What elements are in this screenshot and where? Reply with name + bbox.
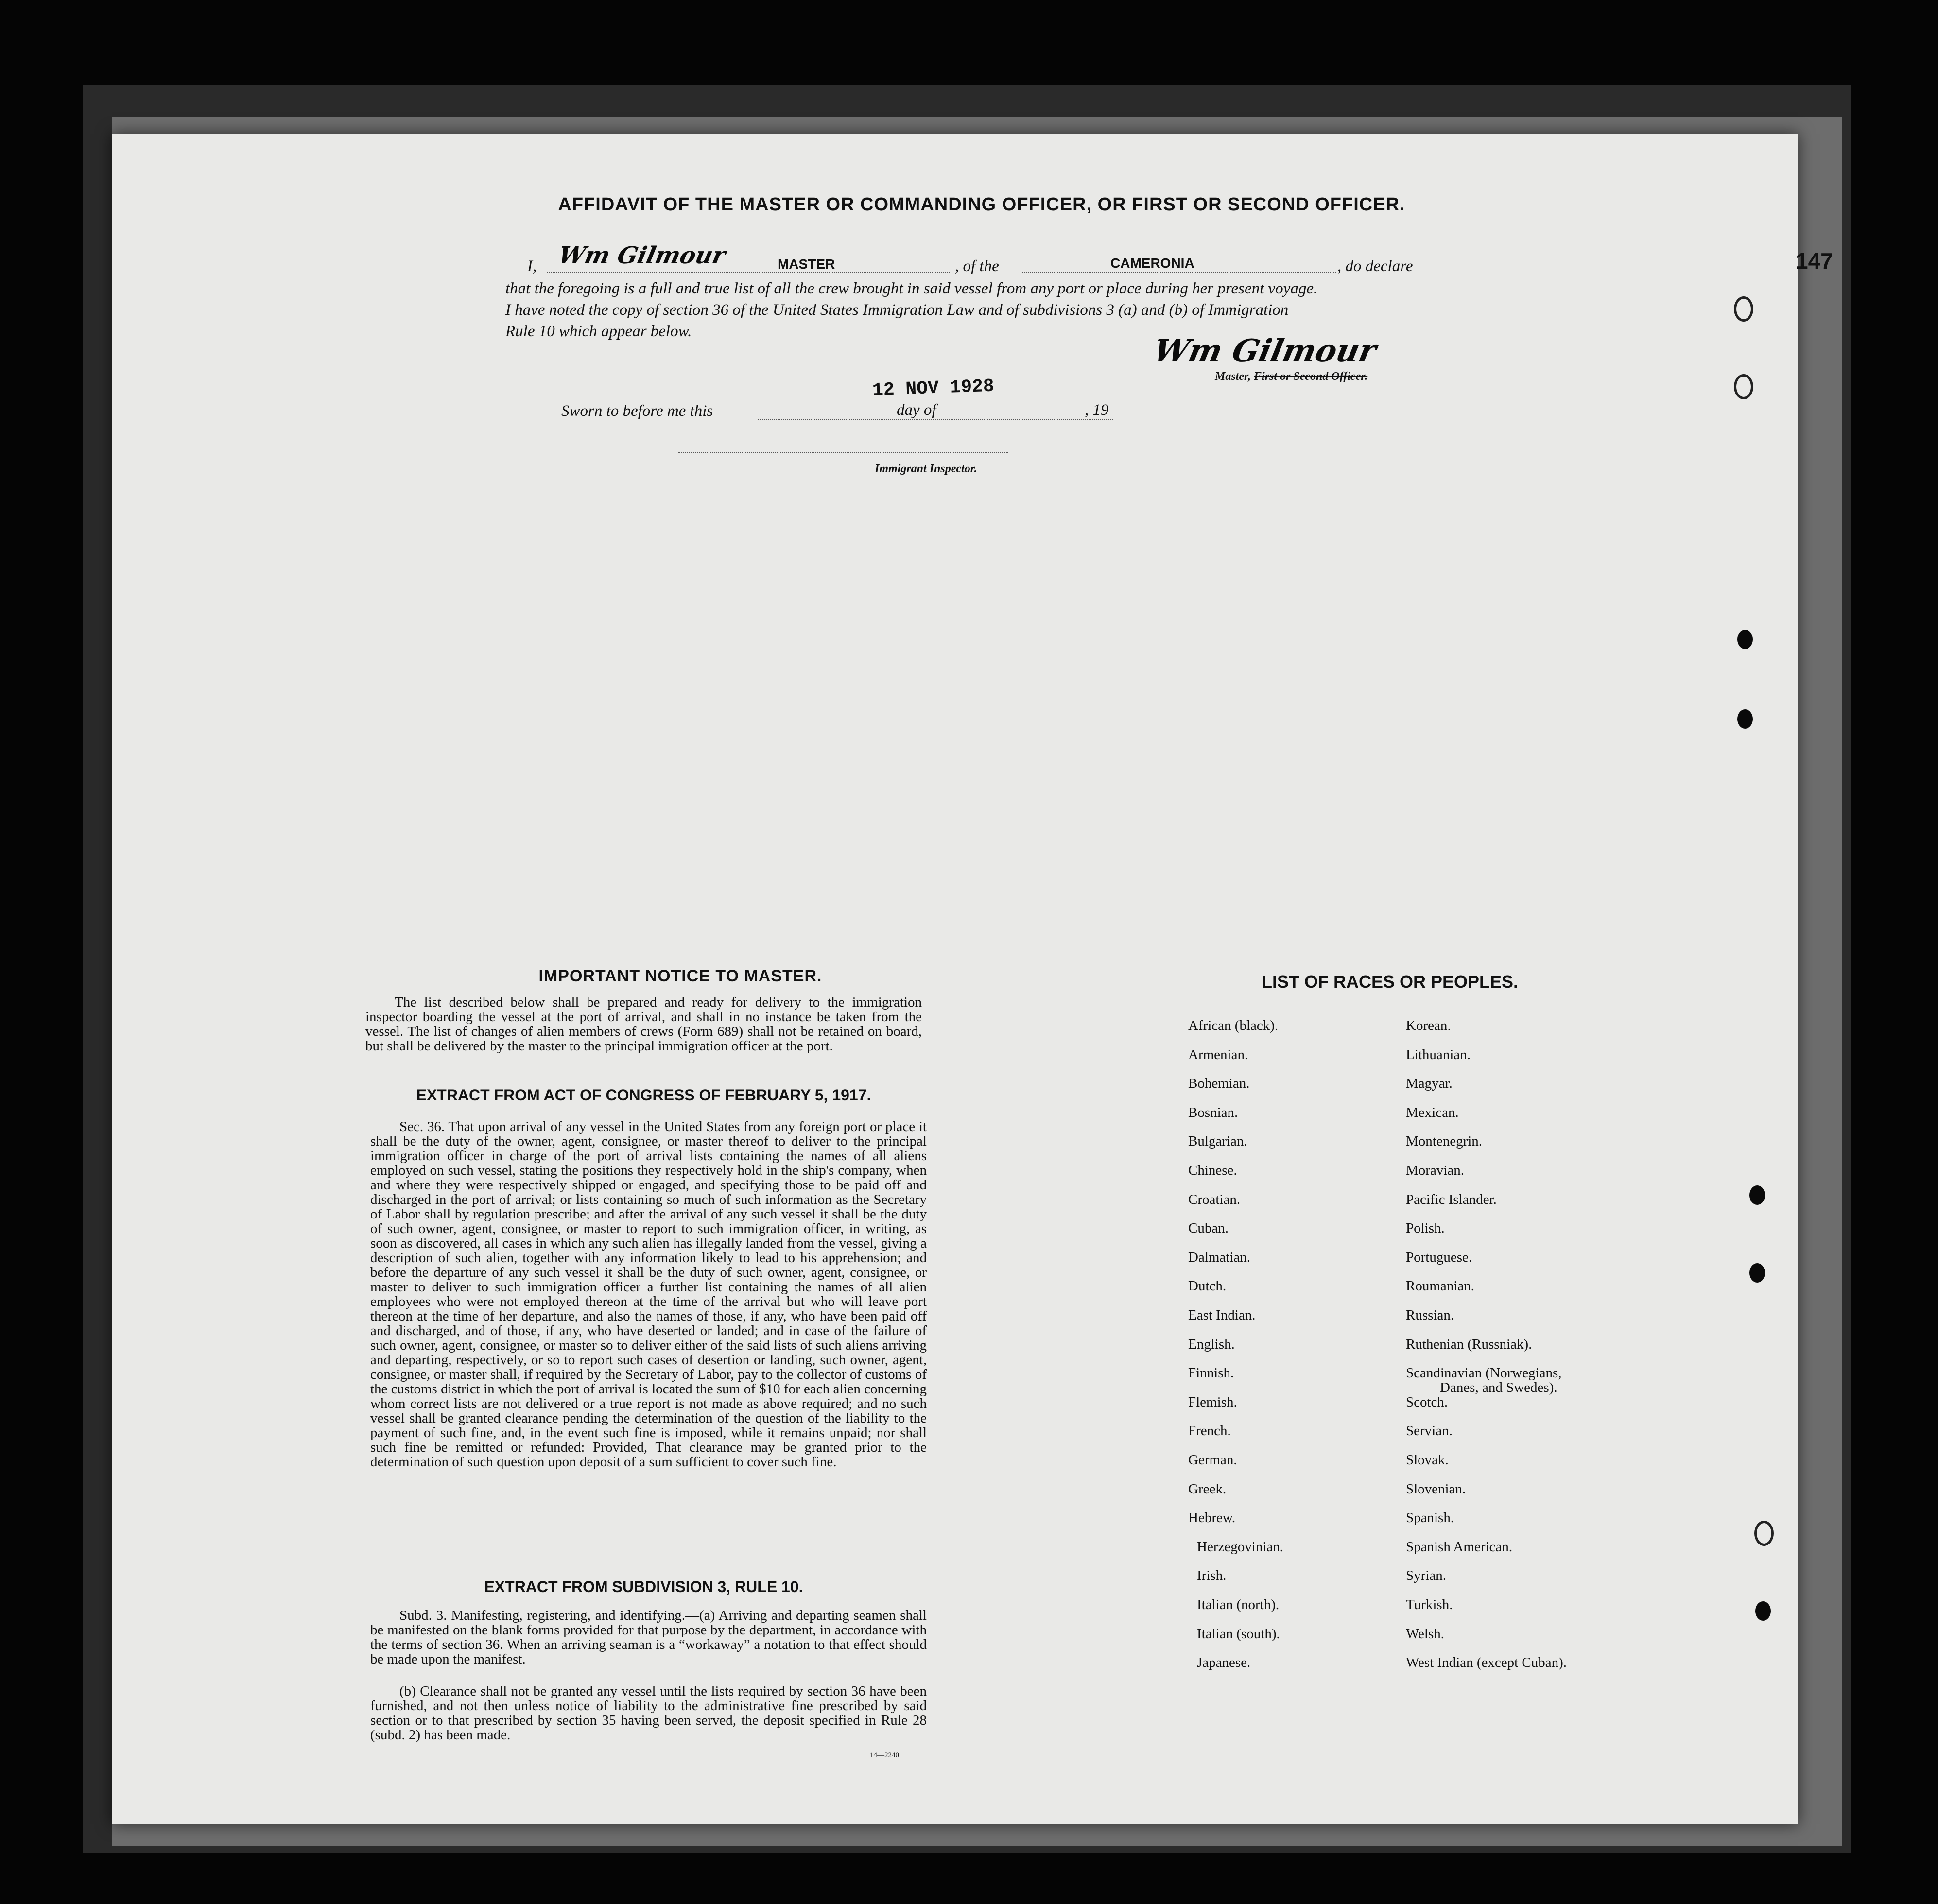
race-item: Armenian. [1188,1047,1248,1063]
race-item: Spanish. [1406,1510,1454,1526]
binder-ring-2 [1734,374,1753,399]
race-item: Roumanian. [1406,1278,1474,1294]
page-number: 147 [1796,248,1833,274]
race-item: Italian (south). [1197,1626,1280,1642]
race-item: Russian. [1406,1307,1454,1323]
race-item: Herzegovinian. [1197,1539,1283,1555]
race-item: Portuguese. [1406,1250,1472,1265]
race-item: French. [1188,1423,1231,1439]
races-title: LIST OF RACES OR PEOPLES. [1261,972,1519,992]
race-item: West Indian (except Cuban). [1406,1655,1567,1670]
inspector-signature-field [678,437,1008,453]
race-item: Chinese. [1188,1163,1237,1178]
race-item: German. [1188,1452,1237,1468]
extract-rule-subd-b: (b) Clearance shall not be granted any vessel until the lists required by section 36 have been furnished, and not then unless notice of liability to the administrative fine prescribed by said section or to that prescribed by section 35 having been served, the deposit specified in Rule 28 (subd. 2) has been made. [370,1683,927,1743]
race-item: Korean. [1406,1018,1451,1033]
race-item: Flemish. [1188,1394,1237,1410]
binder-ring-1 [1734,296,1753,322]
race-item: Croatian. [1188,1192,1241,1207]
race-item: Cuban. [1188,1220,1229,1236]
master-name-signature: Wm Gilmour [556,242,728,269]
form-code: 14—2240 [870,1751,899,1759]
race-item: Magyar. [1406,1076,1453,1091]
extract-rule-subd-a: Subd. 3. Manifesting, registering, and identifying.—(a) Arriving and departing seamen shall be manifested on the blank forms provided for that purpose by the department, in accordance with the terms of section 36. When an arriving seaman is a “workaway” a notation to that effect should be made upon the manifest. [370,1608,927,1667]
race-item: Scandinavian (Norwegians, [1406,1365,1562,1381]
year-label: , 19 [1085,401,1109,419]
extract-rule-title: EXTRACT FROM SUBDIVISION 3, RULE 10. [484,1578,803,1595]
vessel-name: CAMERONIA [1110,256,1194,271]
race-item: Danes, and Swedes). [1440,1380,1557,1395]
binder-hole-4 [1749,1263,1765,1283]
race-item: Slovenian. [1406,1481,1466,1497]
race-item: African (black). [1188,1018,1279,1033]
do-declare-label: , do declare [1337,257,1413,275]
rank-value: MASTER [778,257,835,272]
day-of-label: day of [897,401,936,419]
race-item: Lithuanian. [1406,1047,1471,1063]
race-item: Mexican. [1406,1105,1459,1120]
race-item: Irish. [1197,1568,1227,1583]
race-item: English. [1188,1337,1235,1352]
race-item: Slovak. [1406,1452,1449,1468]
race-item: Bosnian. [1188,1105,1238,1120]
affidavit-title: AFFIDAVIT OF THE MASTER OR COMMANDING OFFICER, OR FIRST OR SECOND OFFICER. [558,194,1405,215]
sworn-label: Sworn to before me this [561,402,713,420]
race-item: Japanese. [1197,1655,1251,1670]
i-label: I, [527,257,537,275]
affidavit-line-3: I have noted the copy of section 36 of the United States Immigration Law and of subdivisions 3 (a) and (b) of Immigration [505,301,1289,319]
race-item: Ruthenian (Russniak). [1406,1337,1532,1352]
race-item: Dalmatian. [1188,1250,1251,1265]
notice-title: IMPORTANT NOTICE TO MASTER. [538,967,822,985]
race-item: East Indian. [1188,1307,1256,1323]
binder-hole-5 [1755,1601,1771,1621]
affidavit-line-2: that the foregoing is a full and true list of all the crew brought in said vessel from any port or place during her present voyage. [505,280,1318,297]
race-item: Moravian. [1406,1163,1464,1178]
extract-act-body: Sec. 36. That upon arrival of any vessel in the United States from any foreign port or place it shall be the duty of the owner, agent, consignee, or master thereof to deliver to the principal immigration officer in charge of the port of arrival lists containing the names of all aliens employed on such vessel, stating the positions they respectively hold in the ship's company, when and where they were respectively shipped or engaged, and specifying those to be paid off and discharged in the port of arrival; or lists containing so much of such information as the Secretary of Labor shall by regulation prescribe; and after the arrival of any such vessel it shall be the duty of such owner, agent, consignee, or master to report to such immigration officer, in writing, as soon as discovered, all cases in which any such alien has illegally landed from the vessel, giving a description of such alien, together with any information likely to lead to his apprehension; and before the departure of any such vessel it shall be the duty of such owner, agent, consignee, or master to deliver to such immigration officer a further list containing the names of all alien employees who were not employed thereon at the time of the arrival but who will leave port thereon at the time of her departure, and also the names of those, if any, who have been paid off and discharged, and of those, if any, who have deserted or landed; and in case of the failure of such owner, agent, consignee, or master so to deliver either of the said lists of such aliens arriving and departing, respectively, or so to report such cases of desertion or landing, such owner, agent, consignee, or master shall, if required by the Secretary of Labor, pay to the collector of customs of the customs district in which the port of arrival is located the sum of $10 for each alien concerning whom correct lists are not delivered or a true report is not made as above required; and no such vessel shall be granted clearance pending the determination of the question of the liability to the payment of such fine, and, in the event such fine is imposed, while it remains unpaid; nor shall such fine be remitted or refunded: Provided, That clearance may be granted prior to the determination of such question upon deposit of a sum sufficient to cover such fine. [370,1119,927,1470]
binder-hole-1 [1737,630,1753,649]
master-signature: Wm Gilmour [1150,333,1380,369]
extract-act-title: EXTRACT FROM ACT OF CONGRESS OF FEBRUARY 5, 1917. [416,1086,871,1104]
inspector-caption: Immigrant Inspector. [875,463,977,475]
date-stamp: 12 NOV 1928 [872,376,995,401]
race-item: Turkish. [1406,1597,1453,1612]
affidavit-line-4: Rule 10 which appear below. [505,323,692,340]
race-item: Hebrew. [1188,1510,1236,1526]
race-item: Italian (north). [1197,1597,1280,1612]
signer-caption-master: Master, [1215,370,1251,383]
race-item: Spanish American. [1406,1539,1513,1555]
race-item: Welsh. [1406,1626,1445,1642]
race-item: Dutch. [1188,1278,1227,1294]
race-item: Greek. [1188,1481,1227,1497]
race-item: Montenegrin. [1406,1133,1483,1149]
binder-ring-3 [1754,1521,1774,1546]
race-item: Polish. [1406,1220,1445,1236]
signer-caption [1215,370,1367,383]
binder-hole-2 [1737,709,1753,729]
race-item: Pacific Islander. [1406,1192,1497,1207]
race-item: Bulgarian. [1188,1133,1247,1149]
race-item: Syrian. [1406,1568,1446,1583]
race-item: Finnish. [1188,1365,1234,1381]
binder-hole-3 [1749,1185,1765,1205]
race-item: Scotch. [1406,1394,1448,1410]
signer-caption-struck: First or Second Officer. [1254,370,1368,383]
of-the-label: , of the [955,257,999,275]
notice-body: The list described below shall be prepared and ready for delivery to the immigration inspector boarding the vessel at the port of arrival, and shall in no instance be taken from the vessel. The list of changes of alien members of crews (Form 689) shall not be retained on board, but shall be delivered by the master to the principal immigration officer at the port. [365,995,922,1054]
race-item: Bohemian. [1188,1076,1250,1091]
race-item: Servian. [1406,1423,1453,1439]
